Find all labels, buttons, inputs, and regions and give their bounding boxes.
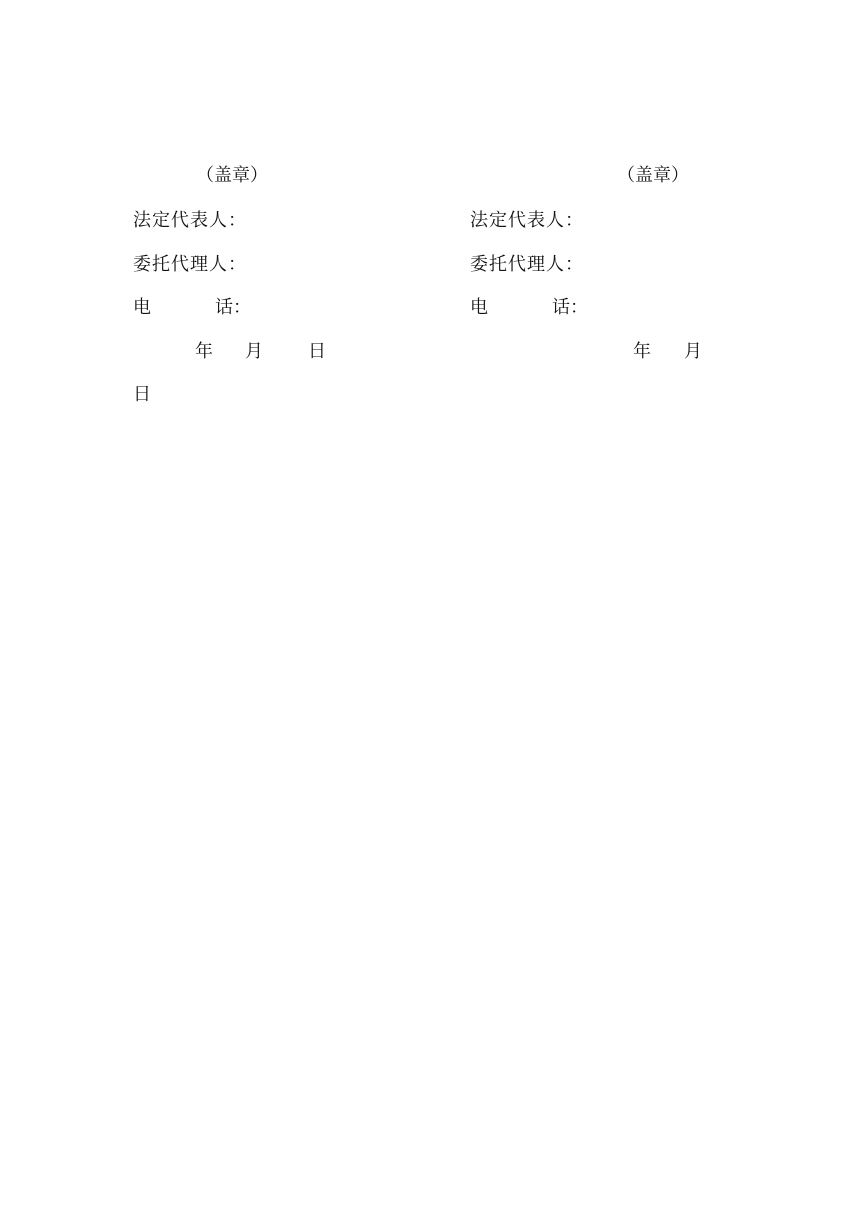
- left-date-month: 月: [245, 341, 263, 362]
- left-date-year: 年: [195, 341, 213, 362]
- left-authorized-agent-label: 委托代理人：: [133, 254, 247, 275]
- left-phone-label-part2: 话：: [215, 297, 251, 318]
- left-phone-label-part1: 电: [133, 297, 151, 318]
- right-date-day: 日: [133, 384, 151, 405]
- right-legal-representative-label: 法定代表人：: [470, 210, 584, 231]
- right-date-year: 年: [633, 341, 651, 362]
- right-date-month: 月: [684, 341, 702, 362]
- left-stamp-label: （盖章）: [196, 165, 268, 186]
- right-phone-label-part2: 话：: [552, 297, 588, 318]
- left-legal-representative-label: 法定代表人：: [133, 210, 247, 231]
- right-authorized-agent-label: 委托代理人：: [470, 254, 584, 275]
- left-date-day: 日: [308, 341, 326, 362]
- right-stamp-label: （盖章）: [617, 165, 689, 186]
- right-phone-label-part1: 电: [470, 297, 488, 318]
